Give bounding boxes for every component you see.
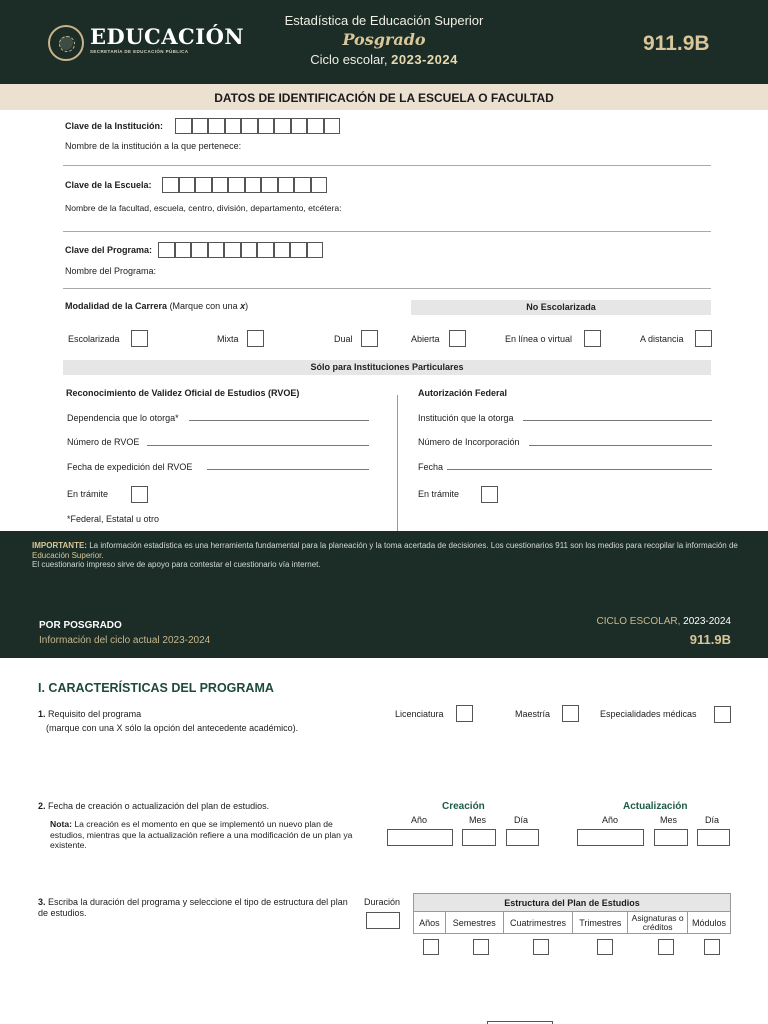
key-digit-cell[interactable]: [278, 177, 295, 193]
school-key-label: Clave de la Escuela:: [65, 180, 152, 190]
logo-subtitle: SECRETARÍA DE EDUCACIÓN PÚBLICA: [90, 49, 189, 54]
structure-option-four-months: Cuatrimestres: [503, 912, 573, 934]
section-1-title: I. CARACTERÍSTICAS DEL PROGRAMA: [38, 681, 274, 695]
key-digit-cell[interactable]: [179, 177, 196, 193]
institution-name-label: Nombre de la institución a la que pertenece:: [65, 141, 242, 151]
q1-hint: (marque con una X sólo la opción del antecedente académico).: [46, 723, 299, 733]
key-digit-cell[interactable]: [175, 118, 192, 134]
institution-key-label: Clave de la Institución:: [65, 121, 164, 131]
header-level: Posgrado: [342, 30, 426, 49]
modality-mixta-checkbox[interactable]: [247, 330, 264, 347]
key-digit-cell[interactable]: [228, 177, 245, 193]
program-name-label: Nombre del Programa:: [65, 266, 157, 276]
modality-escolarizada-checkbox[interactable]: [131, 330, 148, 347]
modality-label: Modalidad de la Carrera (Marque con una x): [65, 301, 249, 311]
federal-institution-label: Institución que la otorga: [418, 413, 514, 423]
key-digit-cell[interactable]: [192, 118, 209, 134]
rvoe-footnote: *Federal, Estatal u otro: [67, 514, 160, 524]
q1-maestria-label: Maestría: [515, 709, 551, 719]
program-key-label: Clave del Programa:: [65, 245, 153, 255]
divider: [63, 231, 711, 232]
q1-maestria-checkbox[interactable]: [562, 705, 579, 722]
modality-dual-checkbox[interactable]: [361, 330, 378, 347]
structure-option-years: Años: [414, 912, 446, 934]
federal-in-process-label: En trámite: [418, 489, 460, 499]
page-header: [0, 0, 768, 84]
structure-years-checkbox[interactable]: [423, 939, 439, 955]
key-digit-cell[interactable]: [311, 177, 328, 193]
creation-month-label: Mes: [469, 815, 487, 825]
header-cycle: Ciclo escolar, 2023-2024: [310, 52, 458, 67]
federal-incorporation-label: Número de Incorporación: [418, 437, 520, 447]
q2-note: Nota: La creación es el momento en que se implementó un nuevo plan de estudios, mientras que la actualización refiere a una modificación de un plan ya existente.: [50, 819, 353, 850]
federal-institution-field[interactable]: [523, 420, 712, 421]
cycle-label: CICLO ESCOLAR, 2023-2024: [596, 616, 731, 627]
key-digit-cell[interactable]: [241, 242, 258, 258]
column-divider: [397, 395, 398, 531]
modality-online-checkbox[interactable]: [584, 330, 601, 347]
key-digit-cell[interactable]: [274, 242, 291, 258]
important-notice-text: IMPORTANTE: La información estadística es una herramienta fundamental para la planeación y la toma acertada de decisiones. Los cuestionarios 911 son los medios para recopilar la información de Educación Superior. El cuestionario impreso sirve de apoyo para contestar el cuestionario vía internet.: [32, 541, 738, 569]
creation-day-label: Día: [514, 815, 529, 825]
duration-input[interactable]: [366, 912, 400, 929]
key-digit-cell[interactable]: [290, 242, 307, 258]
key-digit-cell[interactable]: [258, 118, 275, 134]
rvoe-dependency-field[interactable]: [189, 420, 369, 421]
creation-day-input[interactable]: [506, 829, 539, 846]
rvoe-title: Reconocimiento de Validez Oficial de Estudios (RVOE): [66, 388, 300, 398]
modality-distance-label: A distancia: [640, 334, 684, 344]
identification-section-title: DATOS DE IDENTIFICACIÓN DE LA ESCUELA O FACULTAD: [0, 84, 768, 110]
update-day-input[interactable]: [697, 829, 730, 846]
federal-in-process-checkbox[interactable]: [481, 486, 498, 503]
creation-month-input[interactable]: [462, 829, 496, 846]
q1-question: 1. Requisito del programa: [38, 709, 142, 719]
rvoe-in-process-checkbox[interactable]: [131, 486, 148, 503]
modality-dual-label: Dual: [334, 334, 353, 344]
modality-escolarizada-label: Escolarizada: [68, 334, 120, 344]
modality-mixta-label: Mixta: [217, 334, 239, 344]
creation-label: Creación: [442, 801, 485, 812]
school-name-label: Nombre de la facultad, escuela, centro, división, departamento, etcétera:: [65, 203, 342, 213]
key-digit-cell[interactable]: [162, 177, 179, 193]
duration-label: Duración: [364, 897, 401, 907]
update-day-label: Día: [705, 815, 720, 825]
rvoe-in-process-label: En trámite: [67, 489, 109, 499]
key-digit-cell[interactable]: [195, 177, 212, 193]
key-digit-cell[interactable]: [158, 242, 175, 258]
key-digit-cell[interactable]: [212, 177, 229, 193]
logo-wordmark: EDUCACIÓN: [90, 24, 245, 49]
key-digit-cell[interactable]: [307, 242, 324, 258]
structure-semesters-checkbox[interactable]: [473, 939, 489, 955]
update-year-label: Año: [602, 815, 619, 825]
structure-credits-checkbox[interactable]: [658, 939, 674, 955]
structure-four-months-checkbox[interactable]: [533, 939, 549, 955]
q1-especialidades-label: Especialidades médicas: [600, 709, 697, 719]
important-notice-band: [0, 531, 768, 658]
rvoe-dependency-label: Dependencia que lo otorga*: [67, 413, 179, 423]
q1-especialidades-checkbox[interactable]: [714, 706, 731, 723]
federal-title: Autorización Federal: [418, 388, 508, 398]
key-digit-cell[interactable]: [175, 242, 192, 258]
key-digit-cell[interactable]: [208, 242, 225, 258]
key-digit-cell[interactable]: [191, 242, 208, 258]
rvoe-date-label: Fecha de expedición del RVOE: [67, 462, 193, 472]
structure-option-trimesters: Trimestres: [573, 912, 628, 934]
federal-date-label: Fecha: [418, 462, 444, 472]
structure-option-credits: Asignaturas o créditos: [628, 912, 688, 934]
key-digit-cell[interactable]: [208, 118, 225, 134]
creation-year-label: Año: [411, 815, 428, 825]
form-code-secondary: 911.9B: [689, 632, 731, 647]
info-cycle-label: Información del ciclo actual 2023-2024: [39, 635, 211, 646]
update-month-input[interactable]: [654, 829, 688, 846]
key-digit-cell[interactable]: [324, 118, 341, 134]
por-posgrado-label: POR POSGRADO: [39, 620, 122, 631]
structure-trimesters-checkbox[interactable]: [597, 939, 613, 955]
federal-date-field[interactable]: [447, 469, 712, 470]
q1-licenciatura-checkbox[interactable]: [456, 705, 473, 722]
structure-option-semesters: Semestres: [445, 912, 503, 934]
key-digit-cell[interactable]: [245, 177, 262, 193]
q3-question: 3. Escriba la duración del programa y seleccione el tipo de estructura del plan de estudios.: [38, 897, 348, 918]
key-digit-cell[interactable]: [225, 118, 242, 134]
q2-question: 2. Fecha de creación o actualización del plan de estudios.: [38, 801, 270, 811]
structure-modules-checkbox[interactable]: [704, 939, 720, 955]
update-month-label: Mes: [660, 815, 678, 825]
non-school-title: No Escolarizada: [411, 300, 711, 315]
key-digit-cell[interactable]: [294, 177, 311, 193]
update-label: Actualización: [623, 801, 688, 812]
rvoe-date-field[interactable]: [207, 469, 369, 470]
structure-table: [413, 893, 731, 934]
structure-title: Estructura del Plan de Estudios: [414, 894, 731, 912]
key-digit-cell[interactable]: [307, 118, 324, 134]
rvoe-number-field[interactable]: [147, 445, 369, 446]
modality-distance-checkbox[interactable]: [695, 330, 712, 347]
key-digit-cell[interactable]: [224, 242, 241, 258]
q1-licenciatura-label: Licenciatura: [395, 709, 444, 719]
form-code: 911.9B: [643, 32, 710, 55]
rvoe-number-label: Número de RVOE: [67, 437, 140, 447]
structure-option-modules: Módulos: [688, 912, 731, 934]
divider: [63, 165, 711, 166]
key-digit-cell[interactable]: [257, 242, 274, 258]
federal-incorporation-field[interactable]: [529, 445, 712, 446]
modality-abierta-label: Abierta: [411, 334, 440, 344]
update-year-input[interactable]: [577, 829, 644, 846]
key-digit-cell[interactable]: [291, 118, 308, 134]
key-digit-cell[interactable]: [261, 177, 278, 193]
key-digit-cell[interactable]: [241, 118, 258, 134]
divider: [63, 288, 711, 289]
modality-abierta-checkbox[interactable]: [449, 330, 466, 347]
key-digit-cell[interactable]: [274, 118, 291, 134]
modality-online-label: En línea o virtual: [505, 334, 573, 344]
creation-year-input[interactable]: [387, 829, 453, 846]
header-title: Estadística de Educación Superior: [284, 13, 484, 28]
private-only-title: Sólo para Instituciones Particulares: [63, 360, 711, 375]
